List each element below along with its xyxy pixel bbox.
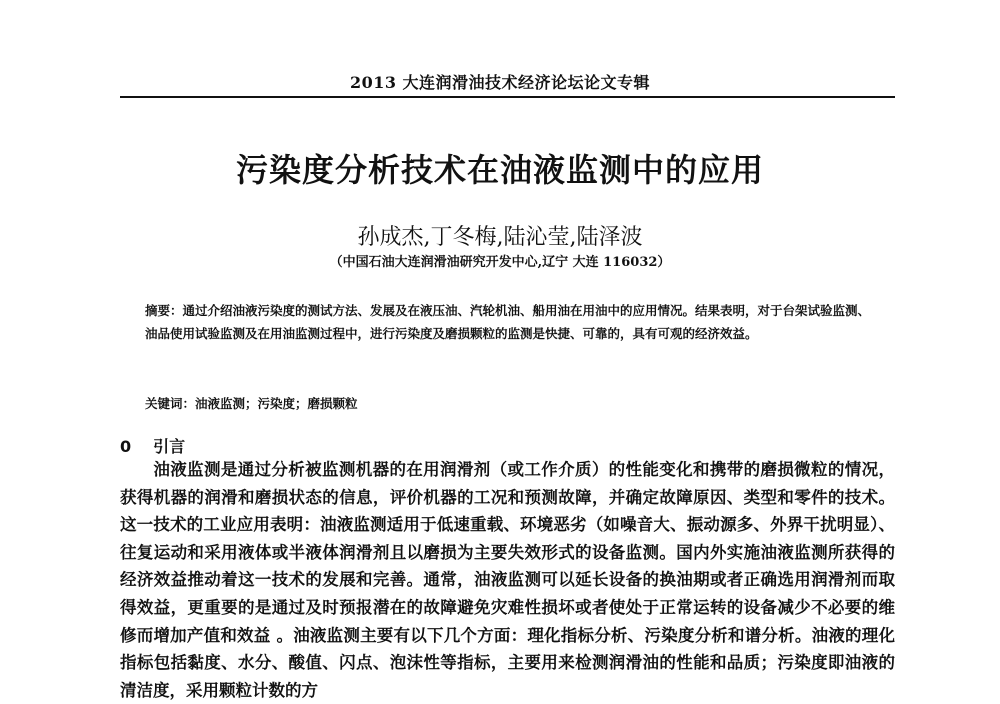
paper-title: 污染度分析技术在油液监测中的应用 [235, 151, 764, 189]
keywords-text: 油液监测；污染度；磨损颗粒 [195, 396, 358, 411]
keywords [145, 394, 880, 412]
affiliation: （中国石油大连润滑油研究开发中心,辽宁 大连 116032） [329, 255, 671, 270]
abstract [145, 299, 880, 345]
abstract-label: 摘要： [145, 303, 183, 318]
authors: 孙成杰,丁冬梅,陆沁莹,陆泽波 [357, 225, 643, 250]
section-title: 引言 [153, 437, 186, 456]
abstract-text: 通过介绍油液污染度的测试方法、发展及在液压油、汽轮机油、船用油在用油中的应用情况。结果表明，对于台架试验监测、油品使用试验监测及在用油监测过程中，进行污染度及磨损颗粒的监测是快捷、可靠的，具有可观的经济效益。 [145, 303, 871, 341]
section-heading [120, 434, 185, 457]
body-paragraph-text: 油液监测是通过分析被监测机器的在用润滑剂（或工作介质）的性能变化和携带的磨损微粒的情况，获得机器的润滑和磨损状态的信息，评价机器的工况和预测故障，并确定故障原因、类型和零件的技术。这一技术的工业应用表明：油液监测适用于低速重载、环境恶劣（如噪音大、振动源多、外界干扰明显）、往复运动和采用液体或半液体润滑剂且以磨损为主要失效形式的设备监测。国内外实施油液监测所获得的经济效益推动着这一技术的发展和完善。通常，油液监测可以延长设备的换油期或者正确选用润滑剂而取得效益，更重要的是通过及时预报潜在的故障避免灾难性损坏或者使处于正常运转的设备减少不必要的维修而增加产值和效益 。油液监测主要有以下几个方面：理化指标分析、污染度分析和谱分析。油液的理化指标包括黏度、水分、酸值、闪点、泡沫性等指标，主要用来检测润滑油的性能和品质；污染度即油液的清洁度，采用颗粒计数的方 [120, 460, 895, 700]
keywords-label: 关键词： [145, 396, 196, 411]
body-paragraph [120, 456, 895, 704]
section-number: 0 [120, 437, 132, 456]
running-header: 2013 大连润滑油技术经济论坛论文专辑 [349, 73, 651, 92]
header-rule [120, 96, 895, 98]
